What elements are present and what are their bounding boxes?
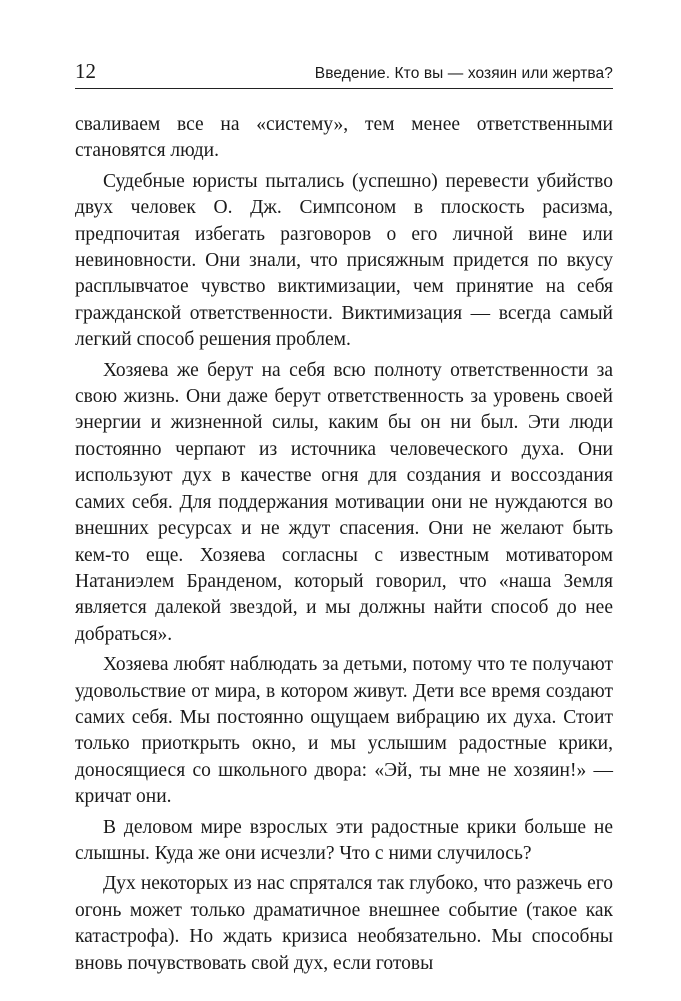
paragraph: Судебные юристы пытались (успешно) перевести убийство двух человек О. Дж. Симпсоном в плоскость расизма, предпочитая избегать разговоров о его личной вине или невиновности. Они знали, что присяжным придется по вкусу расплывчатое чувство виктимизации, чем принятие на себя гражданской ответственности. Виктимизация — всегда самый легкий способ решения проблем. (75, 170, 613, 351)
paragraph-continuation: сваливаем все на «систему», тем менее ответственными становятся люди. (75, 114, 613, 162)
paragraph: Хозяева же берут на себя всю полноту ответственности за свою жизнь. Они даже берут ответственность за уровень своей энергии и жизненной силы, каким бы он ни был. Эти люди постоянно черпают из источника человеческого духа. Они используют дух в качестве огня для создания и воссоздания самих себя. Для поддержания мотивации они не нуждаются во внешних ресурсах и не ждут спасения. Они не желают быть кем-то еще. Хозяева согласны с известным мотиватором Натаниэлем Бранденом, который говорил, что «наша Земля является далекой звездой, и мы должны найти способ до нее добраться». (75, 359, 613, 645)
body-text (75, 112, 613, 977)
page-number: 12 (75, 59, 96, 83)
paragraph: Дух некоторых из нас спрятался так глубоко, что разжечь его огонь может только драматичное внешнее событие (такое как катастрофа). Но ждать кризиса необязательно. Мы способны вновь почувствовать свой дух, если готовы (75, 873, 613, 974)
paragraph: Хозяева любят наблюдать за детьми, потому что те получают удовольствие от мира, в котором живут. Дети все время создают самих себя. Мы постоянно ощущаем вибрацию их духа. Стоит только приоткрыть окно, и мы услышим радостные крики, доносящиеся со школьного двора: «Эй, ты мне не хозяин!» — кричат они. (75, 654, 613, 808)
chapter-title: Введение. Кто вы — хозяин или жертва? (314, 65, 613, 82)
running-header (75, 60, 613, 89)
paragraph: В деловом мире взрослых эти радостные крики больше не слышны. Куда же они исчезли? Что с ними случилось? (75, 816, 613, 864)
